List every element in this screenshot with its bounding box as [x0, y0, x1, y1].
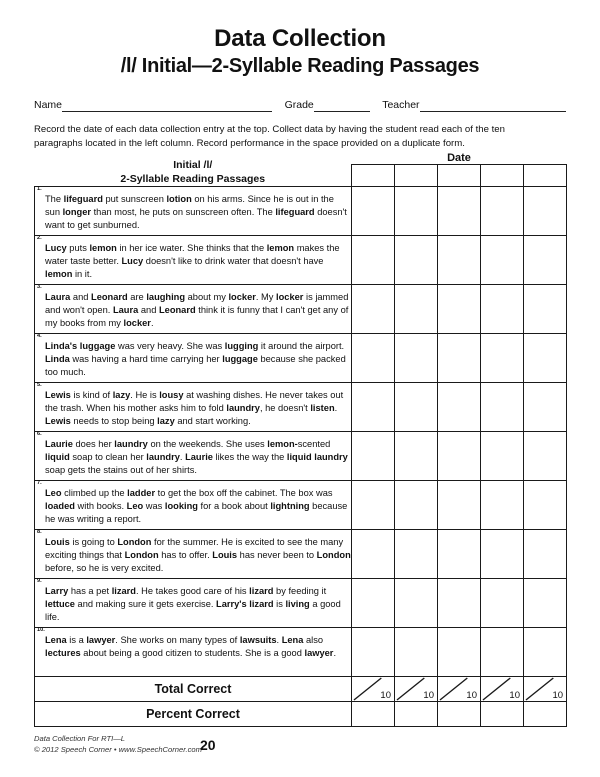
- passage-number: 10.: [37, 627, 45, 633]
- passage-cell: [35, 530, 352, 579]
- passage-number: 5.: [37, 382, 42, 388]
- passage-cell: [35, 481, 352, 530]
- passage-number: 6.: [37, 431, 42, 437]
- passage-text: Larry has a pet lizard. He takes good care of his lizard by feeding it lettuce and making sure it gets exercise. Larry's lizard is living a good life.: [45, 586, 341, 622]
- total-correct-cell[interactable]: [352, 677, 395, 702]
- score-cell[interactable]: [524, 187, 567, 236]
- total-denominator: 10: [552, 689, 564, 701]
- title-subtitle: /l/ Initial—2-Syllable Reading Passages: [120, 55, 480, 78]
- score-cell[interactable]: [352, 530, 395, 579]
- passage-number: 7.: [37, 480, 42, 486]
- score-cell[interactable]: [395, 530, 438, 579]
- score-cell[interactable]: [524, 628, 567, 677]
- score-cell[interactable]: [481, 481, 524, 530]
- total-denominator: 10: [423, 689, 434, 701]
- instructions-text: Record the date of each data collection entry at the top. Collect data by having the student read each of the ten paragraphs located in the left column. Record performance in the space provided on a duplicate form.: [34, 124, 505, 149]
- table-row: [35, 481, 567, 530]
- score-cell[interactable]: [395, 285, 438, 334]
- table-row: [35, 383, 567, 432]
- passage-cell: [35, 383, 352, 432]
- footer-line-1: Data Collection For RTI—L: [34, 734, 126, 743]
- score-cell[interactable]: [524, 432, 567, 481]
- score-cell[interactable]: [438, 236, 481, 285]
- total-denominator: 10: [509, 689, 520, 701]
- score-cell[interactable]: [352, 481, 395, 530]
- score-cell[interactable]: [481, 383, 524, 432]
- score-cell[interactable]: [481, 579, 524, 628]
- passage-cell: [35, 432, 352, 481]
- score-cell[interactable]: [524, 579, 567, 628]
- score-cell[interactable]: [524, 530, 567, 579]
- header-line-2: 2-Syllable Reading Passages: [120, 172, 266, 185]
- score-cell[interactable]: [481, 187, 524, 236]
- score-cell[interactable]: [438, 432, 481, 481]
- passage-number: 1.: [37, 186, 42, 192]
- table-row: [35, 236, 567, 285]
- score-cell[interactable]: [395, 481, 438, 530]
- score-cell[interactable]: [352, 579, 395, 628]
- score-cell[interactable]: [481, 432, 524, 481]
- page-footer: [34, 733, 566, 755]
- data-collection-table: [34, 152, 567, 727]
- date-column-header: Date: [447, 152, 471, 164]
- score-cell[interactable]: [352, 285, 395, 334]
- percent-correct-cell[interactable]: [524, 702, 567, 727]
- score-cell[interactable]: [438, 334, 481, 383]
- total-correct-cell[interactable]: [438, 677, 481, 702]
- total-denominator: 10: [466, 689, 477, 701]
- score-cell[interactable]: [395, 432, 438, 481]
- percent-correct-cell[interactable]: [352, 702, 395, 727]
- table-row: [35, 579, 567, 628]
- title-main: Data Collection: [214, 25, 386, 52]
- percent-correct-cell[interactable]: [481, 702, 524, 727]
- score-cell[interactable]: [481, 530, 524, 579]
- percent-correct-cell[interactable]: [395, 702, 438, 727]
- table-row: [35, 628, 567, 677]
- passage-number: 8.: [37, 529, 42, 535]
- teacher-label: Teacher: [382, 99, 420, 112]
- table-row: [35, 285, 567, 334]
- table-row: [35, 187, 567, 236]
- score-cell[interactable]: [395, 187, 438, 236]
- date-entry-cell[interactable]: [524, 165, 567, 187]
- passage-cell: [35, 579, 352, 628]
- score-cell[interactable]: [352, 236, 395, 285]
- score-cell[interactable]: [352, 187, 395, 236]
- score-cell[interactable]: [395, 579, 438, 628]
- score-cell[interactable]: [438, 530, 481, 579]
- header-line-1: Initial /l/: [173, 158, 213, 171]
- score-cell[interactable]: [524, 383, 567, 432]
- table-row: [35, 432, 567, 481]
- percent-correct-label: Percent Correct: [35, 702, 352, 727]
- passage-text: Lena is a lawyer. She works on many types of lawsuits. Lena also lectures about being a good citizen to students. She is a good lawyer.: [45, 635, 337, 658]
- page-number: 20: [200, 737, 216, 753]
- passage-text: Louis is going to London for the summer. He is excited to see the many exciting things that London has to offer. Louis has never been to London before, so he is very excited.: [45, 537, 351, 573]
- teacher-input[interactable]: [420, 100, 566, 112]
- score-cell[interactable]: [352, 628, 395, 677]
- score-cell[interactable]: [395, 334, 438, 383]
- total-correct-cell[interactable]: [481, 677, 524, 702]
- passage-cell: [35, 285, 352, 334]
- student-info-line: [34, 99, 566, 112]
- name-input[interactable]: [62, 100, 272, 112]
- passage-column-header: [35, 152, 352, 187]
- grade-label: Grade: [284, 99, 314, 112]
- score-cell[interactable]: [438, 285, 481, 334]
- passage-number: 4.: [37, 333, 42, 339]
- score-cell[interactable]: [524, 334, 567, 383]
- score-cell[interactable]: [438, 481, 481, 530]
- passage-text: Laura and Leonard are laughing about my locker. My locker is jammed and won't open. Laura and Leonard think it is funny that I can't get any of my books from my locker.: [45, 292, 349, 328]
- passage-cell: [35, 628, 352, 677]
- total-correct-cell[interactable]: [524, 677, 567, 702]
- score-cell[interactable]: [481, 236, 524, 285]
- table-header-row: [35, 152, 567, 165]
- score-cell[interactable]: [481, 628, 524, 677]
- date-entry-cell[interactable]: [395, 165, 438, 187]
- table-row: [35, 334, 567, 383]
- date-entry-cell[interactable]: [481, 165, 524, 187]
- score-cell[interactable]: [438, 187, 481, 236]
- score-cell[interactable]: [395, 628, 438, 677]
- total-denominator: 10: [380, 689, 391, 701]
- passage-cell: [35, 236, 352, 285]
- name-label: Name: [34, 99, 63, 112]
- score-cell[interactable]: [352, 334, 395, 383]
- score-cell[interactable]: [481, 334, 524, 383]
- score-cell[interactable]: [438, 383, 481, 432]
- score-cell[interactable]: [524, 481, 567, 530]
- date-entry-cell[interactable]: [352, 165, 395, 187]
- passage-text: Lucy puts lemon in her ice water. She thinks that the lemon makes the water taste better. Lucy doesn't like to drink water that doesn't have lemon in it.: [45, 243, 340, 279]
- score-cell[interactable]: [438, 628, 481, 677]
- score-cell[interactable]: [352, 432, 395, 481]
- score-cell[interactable]: [481, 285, 524, 334]
- data-collection-table-wrapper: [34, 152, 566, 727]
- score-cell[interactable]: [395, 236, 438, 285]
- passage-text: The lifeguard put sunscreen lotion on his arms. Since he is out in the sun longer than most, he puts on sunscreen often. The lifeguard doesn't want to get sunburned.: [45, 194, 347, 230]
- score-cell[interactable]: [395, 383, 438, 432]
- score-cell[interactable]: [352, 383, 395, 432]
- passage-text: Leo climbed up the ladder to get the box off the cabinet. The box was loaded with books. Leo was looking for a book about lightning because he was writing a report.: [45, 488, 348, 524]
- score-cell[interactable]: [524, 285, 567, 334]
- score-cell[interactable]: [524, 236, 567, 285]
- passage-number: 3.: [37, 284, 42, 290]
- page-title: [0, 0, 600, 77]
- percent-correct-row: [35, 702, 567, 727]
- total-correct-cell[interactable]: [395, 677, 438, 702]
- passage-cell: [35, 334, 352, 383]
- grade-input[interactable]: [314, 100, 370, 112]
- passage-text: Lewis is kind of lazy. He is lousy at washing dishes. He never takes out the trash. When his mother asks him to fold laundry, he doesn't listen. Lewis needs to stop being lazy and start working.: [45, 390, 344, 426]
- passage-cell: [35, 187, 352, 236]
- total-correct-label: Total Correct: [35, 677, 352, 702]
- passage-text: Laurie does her laundry on the weekends. She uses lemon-scented liquid soap to clean her laundry. Laurie likes the way the liquid laundry soap gets the stains out of her shirts.: [45, 439, 348, 475]
- total-correct-row: [35, 677, 567, 702]
- score-cell[interactable]: [438, 579, 481, 628]
- date-entry-cell[interactable]: [438, 165, 481, 187]
- table-row: [35, 530, 567, 579]
- passage-text: Linda's luggage was very heavy. She was lugging it around the airport. Linda was having a hard time carrying her luggage because she packed too much.: [45, 341, 346, 377]
- footer-line-2: © 2012 Speech Corner • www.SpeechCorner.com: [34, 745, 202, 754]
- passage-number: 9.: [37, 578, 42, 584]
- percent-correct-cell[interactable]: [438, 702, 481, 727]
- passage-number: 2.: [37, 235, 42, 241]
